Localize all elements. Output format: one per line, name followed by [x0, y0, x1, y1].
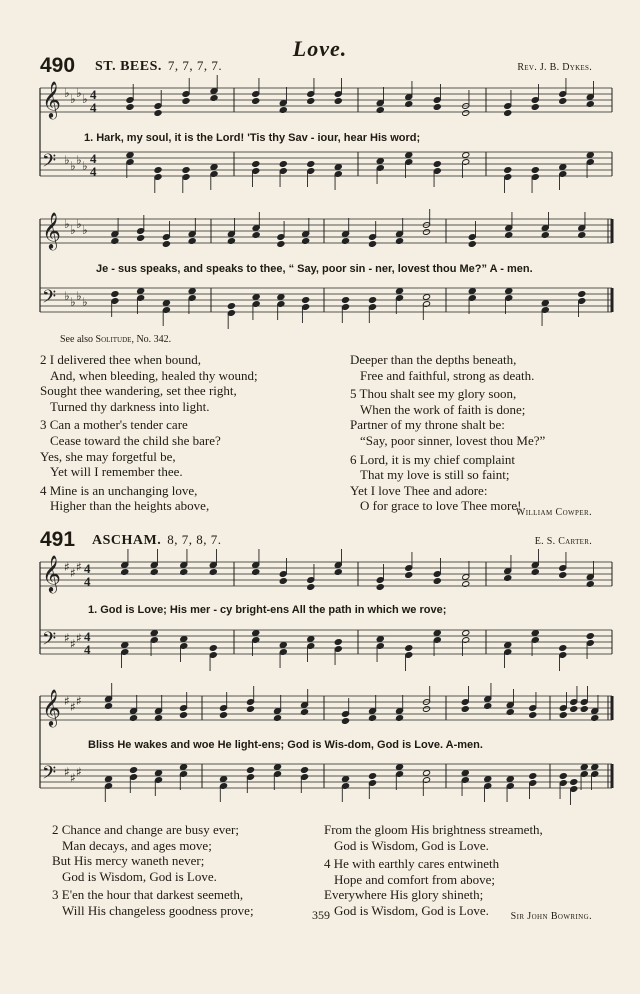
treble-clef-icon: 𝄞: [42, 554, 61, 592]
note-head: [252, 294, 260, 301]
note-head: [395, 288, 403, 295]
note-head: [433, 104, 441, 111]
note-head: [180, 636, 188, 643]
note-head: [531, 167, 539, 174]
verse: [350, 386, 610, 448]
note-head: [570, 779, 578, 786]
note-head: [368, 241, 376, 248]
verse: [40, 352, 330, 414]
note-head: [129, 767, 137, 774]
verse-line: Cease toward the child she bare?: [50, 432, 221, 448]
note-head: [137, 288, 145, 295]
note-head: [506, 776, 514, 783]
note-head: [529, 712, 537, 719]
note-head: [484, 776, 492, 783]
note-head: [137, 235, 145, 242]
flat-icon: ♭: [64, 86, 70, 100]
note-head: [179, 764, 187, 771]
hymn-490-meter: 7, 7, 7, 7.: [167, 58, 223, 73]
sharp-icon: ♯: [64, 694, 70, 708]
note-head: [246, 706, 254, 713]
sharp-icon: ♯: [70, 771, 76, 785]
note-head: [188, 288, 196, 295]
page-number: 359: [312, 908, 330, 922]
hymn-490-tune: ST. BEES.: [95, 59, 162, 74]
see-also-number: , No. 342.: [131, 334, 172, 345]
note-head: [279, 578, 287, 585]
note-head: [154, 770, 162, 777]
verse: [350, 352, 610, 383]
verse-line: “Say, poor sinner, lovest thou Me?”: [360, 432, 546, 448]
note-head: [376, 584, 384, 591]
verse-line: God is Wisdom, God is Love.: [334, 902, 489, 918]
verse-line: Yes, she may forgetful be,: [40, 448, 176, 464]
note-head: [559, 98, 567, 105]
hymn-491-tune-header: [92, 532, 221, 549]
note-head: [580, 764, 588, 771]
note-head: [586, 152, 594, 159]
verse-line: Free and faithful, strong as death.: [360, 367, 535, 383]
note-head: [505, 288, 513, 295]
flat-icon: ♭: [76, 289, 82, 303]
hymn-491-verses-right: [324, 822, 620, 922]
verse-line: God is Wisdom, God is Love.: [334, 837, 489, 853]
note-head: [504, 167, 512, 174]
treble-clef-icon: 𝄞: [42, 211, 61, 249]
note-head: [462, 630, 470, 637]
note-head: [570, 706, 578, 713]
time-signature: 4: [90, 100, 97, 115]
note-head: [531, 104, 539, 111]
verse-line: 4 He with earthly cares entwineth: [324, 856, 500, 872]
see-also-note: [60, 334, 171, 345]
bass-clef-icon: 𝄢: [42, 287, 57, 312]
bass-clef-icon: 𝄢: [42, 763, 57, 788]
verse: [52, 887, 322, 918]
time-signature: 4: [84, 561, 91, 576]
sharp-icon: ♯: [64, 765, 70, 779]
hymn-491-tune: ASCHAM.: [92, 533, 162, 548]
note-head: [376, 158, 384, 165]
note-head: [559, 572, 567, 579]
verse-line: O for grace to love Thee more!: [360, 498, 522, 514]
verse-line: Partner of my throne shalt be:: [350, 417, 505, 433]
note-head: [504, 642, 512, 649]
note-head: [334, 98, 342, 105]
note-head: [422, 229, 430, 236]
note-head: [559, 712, 567, 719]
sharp-icon: ♯: [76, 765, 82, 779]
sharp-icon: ♯: [70, 637, 76, 651]
note-head: [395, 764, 403, 771]
sharp-icon: ♯: [64, 631, 70, 645]
sharp-icon: ♯: [76, 631, 82, 645]
verse: [324, 822, 620, 853]
note-head: [422, 294, 430, 301]
treble-clef-icon: 𝄞: [42, 688, 61, 726]
verse-line: Hope and comfort from above;: [334, 871, 496, 887]
flat-icon: ♭: [82, 295, 88, 309]
verse: [40, 483, 330, 514]
note-head: [307, 161, 315, 168]
note-head: [559, 164, 567, 171]
time-signature: 4: [90, 151, 97, 166]
sharp-icon: ♯: [76, 560, 82, 574]
flat-icon: ♭: [70, 223, 76, 237]
note-head: [126, 152, 134, 159]
note-head: [559, 645, 567, 652]
flat-icon: ♭: [82, 159, 88, 173]
flat-icon: ♭: [64, 153, 70, 167]
note-head: [586, 633, 594, 640]
note-head: [334, 164, 342, 171]
note-head: [433, 630, 441, 637]
note-head: [529, 773, 537, 780]
verse-line: From the gloom His brightness streameth,: [324, 822, 543, 837]
note-head: [210, 164, 218, 171]
note-head: [162, 300, 170, 307]
note-head: [302, 297, 310, 304]
hymn-491-composer: E. S. Carter.: [534, 536, 592, 547]
note-head: [334, 639, 342, 646]
note-head: [121, 642, 129, 649]
note-head: [227, 303, 235, 310]
verse-line: 2 I delivered thee when bound,: [40, 352, 202, 367]
note-head: [154, 167, 162, 174]
note-head: [150, 630, 158, 637]
verse-line: Everywhere His glory shineth;: [324, 887, 484, 903]
note-head: [461, 770, 469, 777]
note-head: [422, 706, 430, 713]
sharp-icon: ♯: [64, 560, 70, 574]
flat-icon: ♭: [76, 217, 82, 231]
verse-line: Sought thee wandering, set thee right,: [40, 383, 237, 399]
verse-line: Yet I love Thee and adore:: [350, 482, 488, 498]
verse-line: When the work of faith is done;: [360, 401, 526, 417]
note-head: [209, 645, 217, 652]
note-head: [433, 578, 441, 585]
time-signature: 4: [90, 164, 97, 179]
note-head: [580, 706, 588, 713]
hymn-490-number: 490: [40, 54, 76, 77]
flat-icon: ♭: [82, 223, 88, 237]
verse-line: God is Wisdom, God is Love.: [62, 868, 217, 884]
note-head: [307, 584, 315, 591]
note-head: [468, 288, 476, 295]
hymn-491-meter: 8, 7, 8, 7.: [167, 532, 222, 547]
hymn-491-verses-left: [52, 822, 322, 922]
hymn-490-verses-left: [40, 352, 330, 517]
note-head: [277, 294, 285, 301]
time-signature: 4: [84, 574, 91, 589]
note-head: [462, 110, 470, 117]
see-also-tune: Solitude: [95, 334, 132, 345]
hymn-490-lyric-line-2: Je - sus speaks, and speaks to thee, “ Say, poor sin - ner, lovest thou Me?” A - men.: [96, 263, 533, 275]
note-head: [405, 572, 413, 579]
note-head: [504, 110, 512, 117]
time-signature: 4: [84, 642, 91, 657]
flat-icon: ♭: [64, 217, 70, 231]
bass-clef-icon: 𝄢: [42, 629, 57, 654]
note-head: [252, 630, 260, 637]
note-head: [219, 776, 227, 783]
note-head: [433, 161, 441, 168]
verse-line: But His mercy waneth never;: [52, 853, 205, 869]
verse-line: 4 Mine is an unchanging love,: [40, 482, 198, 498]
time-signature: 4: [84, 629, 91, 644]
flat-icon: ♭: [82, 92, 88, 106]
sharp-icon: ♯: [76, 694, 82, 708]
sharp-icon: ♯: [70, 700, 76, 714]
note-head: [405, 645, 413, 652]
note-head: [307, 636, 315, 643]
note-head: [541, 300, 549, 307]
note-head: [531, 630, 539, 637]
note-head: [341, 297, 349, 304]
note-head: [341, 776, 349, 783]
note-head: [559, 773, 567, 780]
hymn-491-number: 491: [40, 528, 76, 551]
note-head: [341, 718, 349, 725]
time-signature: 4: [90, 87, 97, 102]
note-head: [279, 642, 287, 649]
treble-clef-icon: 𝄞: [42, 80, 61, 118]
flat-icon: ♭: [64, 289, 70, 303]
flat-icon: ♭: [70, 92, 76, 106]
note-head: [182, 98, 190, 105]
note-head: [422, 770, 430, 777]
verse-line: 3 E'en the hour that darkest seemeth,: [52, 887, 244, 903]
note-head: [405, 152, 413, 159]
note-head: [462, 152, 470, 159]
note-head: [591, 764, 599, 771]
note-head: [179, 712, 187, 719]
verse-line: Turned thy darkness into light.: [50, 398, 210, 414]
hymn-490-author: William Cowper.: [515, 507, 592, 518]
verse: [40, 417, 330, 479]
verse-line: That my love is still so faint;: [360, 467, 510, 483]
hymn-491-lyric-line-1: 1. God is Love; His mer - cy bright-ens All the path in which we rove;: [88, 604, 447, 616]
note-head: [252, 161, 260, 168]
note-head: [252, 98, 260, 105]
verse-line: Higher than the heights above,: [50, 498, 210, 514]
note-head: [277, 241, 285, 248]
note-head: [307, 98, 315, 105]
verse-line: 6 Lord, it is my chief complaint: [350, 451, 515, 467]
note-head: [154, 110, 162, 117]
note-head: [368, 773, 376, 780]
flat-icon: ♭: [76, 153, 82, 167]
note-head: [111, 291, 119, 298]
sharp-icon: ♯: [70, 566, 76, 580]
verse-line: 2 Chance and change are busy ever;: [52, 822, 239, 837]
verse: [324, 856, 620, 918]
hymn-490-composer: Rev. J. B. Dykes.: [517, 62, 592, 73]
flat-icon: ♭: [70, 159, 76, 173]
verse-line: Man decays, and ages move;: [62, 837, 212, 853]
note-head: [246, 767, 254, 774]
note-head: [300, 767, 308, 774]
note-head: [219, 712, 227, 719]
note-head: [273, 764, 281, 771]
verse-line: 3 Can a mother's tender care: [40, 417, 188, 433]
verse: [350, 452, 610, 514]
note-head: [468, 241, 476, 248]
note-head: [126, 104, 134, 111]
note-head: [578, 291, 586, 298]
hymn-490-lyric-line-1: 1. Hark, my soul, it is the Lord! 'Tis thy Sav - iour, hear His word;: [84, 132, 421, 144]
verse-line: Will His changeless goodness prove;: [62, 902, 254, 918]
verse: [52, 822, 322, 884]
hymn-491-lyric-line-2: Bliss He wakes and woe He light-ens; God is Wis-dom, God is Love. A-men.: [88, 739, 483, 751]
bass-clef-icon: 𝄢: [42, 151, 57, 176]
note-head: [279, 161, 287, 168]
verse-line: And, when bleeding, healed thy wound;: [50, 367, 258, 383]
verse-line: Deeper than the depths beneath,: [350, 352, 517, 367]
flat-icon: ♭: [70, 295, 76, 309]
section-title: Love.: [292, 36, 348, 61]
flat-icon: ♭: [76, 86, 82, 100]
note-head: [104, 776, 112, 783]
note-head: [162, 241, 170, 248]
note-head: [368, 297, 376, 304]
hymn-491-author: Sir John Bowring.: [510, 911, 592, 922]
hymn-490-verses-right: [350, 352, 610, 517]
note-head: [182, 167, 190, 174]
verse-line: Yet will I remember thee.: [50, 464, 183, 480]
note-head: [461, 706, 469, 713]
note-head: [376, 636, 384, 643]
see-also-prefix: See also: [60, 334, 94, 345]
verse-line: 5 Thou shalt see my glory soon,: [350, 386, 517, 402]
